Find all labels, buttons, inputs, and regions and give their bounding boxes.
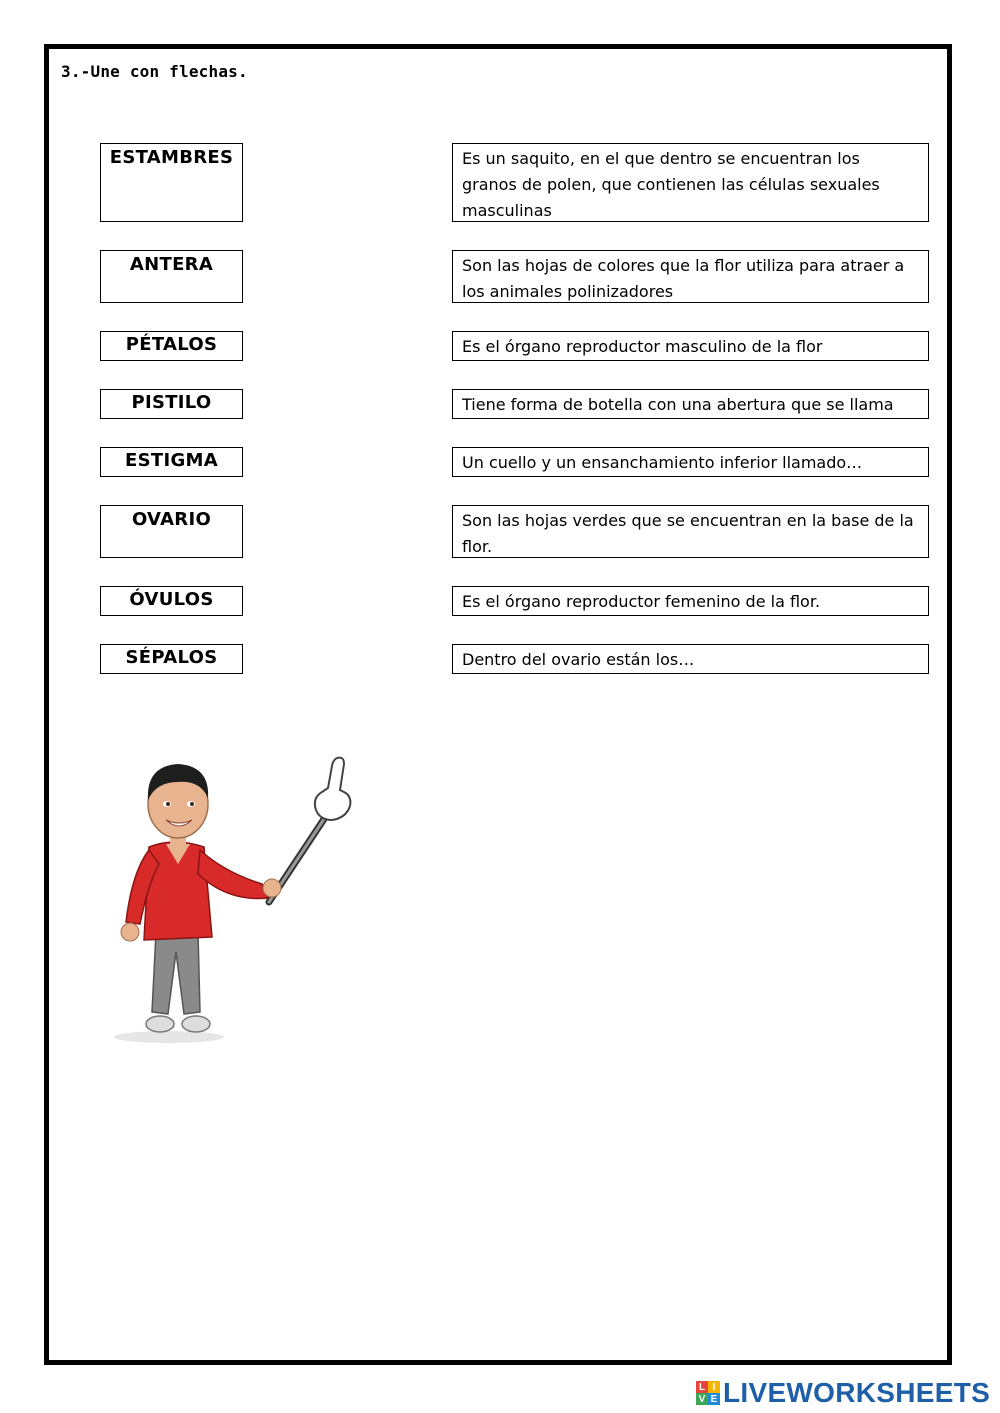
worksheet-frame (44, 44, 952, 1365)
liveworksheets-logo-icon: L I V E (696, 1381, 720, 1405)
definition-box[interactable]: Es el órgano reproductor masculino de la flor (452, 331, 929, 361)
logo-text: LIVEWORKSHEETS (723, 1377, 991, 1408)
definition-box[interactable]: Es el órgano reproductor femenino de la flor. (452, 586, 929, 616)
term-label: PÉTALOS (125, 334, 218, 355)
liveworksheets-logo (696, 1377, 990, 1409)
term-label: ESTAMBRES (109, 147, 234, 168)
term-label: ESTIGMA (125, 450, 218, 471)
exercise-title: 3.-Une con flechas. (61, 62, 248, 81)
definition-box[interactable]: Dentro del ovario están los… (452, 644, 929, 674)
term-label: OVARIO (131, 509, 212, 530)
term-box[interactable] (100, 644, 243, 674)
term-box[interactable] (100, 447, 243, 477)
term-label: SÉPALOS (125, 647, 218, 668)
term-label: ANTERA (129, 254, 214, 275)
term-box[interactable] (100, 143, 243, 222)
definition-box[interactable]: Tiene forma de botella con una abertura que se llama (452, 389, 929, 419)
teacher-avatar-illustration (104, 752, 364, 1052)
definition-box[interactable]: Son las hojas de colores que la flor utiliza para atraer a los animales polinizadores (452, 250, 929, 303)
term-label: ÓVULOS (129, 589, 214, 610)
term-box[interactable] (100, 586, 243, 616)
definition-box[interactable]: Es un saquito, en el que dentro se encuentran los granos de polen, que contienen las células sexuales masculinas (452, 143, 929, 222)
term-box[interactable] (100, 331, 243, 361)
term-box[interactable] (100, 505, 243, 558)
definition-box[interactable]: Un cuello y un ensanchamiento inferior llamado… (452, 447, 929, 477)
term-label: PISTILO (131, 392, 212, 413)
term-box[interactable] (100, 250, 243, 303)
term-box[interactable] (100, 389, 243, 419)
definition-box[interactable]: Son las hojas verdes que se encuentran en la base de la flor. (452, 505, 929, 558)
